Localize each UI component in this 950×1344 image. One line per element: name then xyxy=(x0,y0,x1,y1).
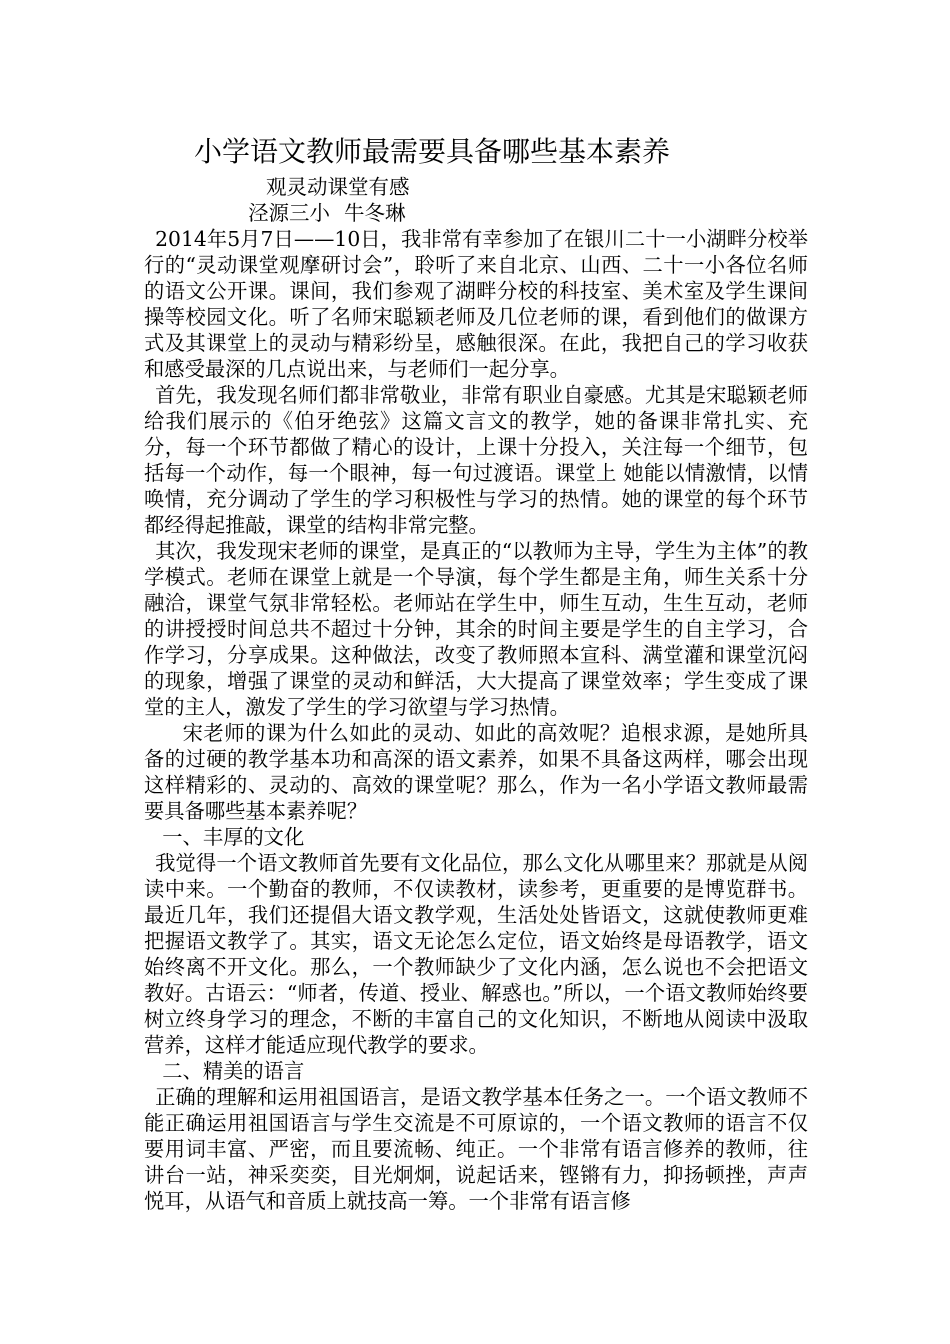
document-subtitle: 观灵动课堂有感 xyxy=(266,175,410,199)
paragraph-intro: 2014年5月7日——10日，我非常有幸参加了在银川二十一小湖畔分校举行的“灵动课堂观摩研讨会”，聆听了来自北京、山西、二十一小各位名师的语文公开课。课间，我们参观了湖畔分校的科技室、美术室及学生课间操等校园文化。听了名师宋聪颖老师及几位老师的课，看到他们的做课方式及其课堂上的灵动与精彩纷呈，感触很深。在此，我把自己的学习收获和感受最深的几点说出来，与老师们一起分享。 xyxy=(144,227,808,381)
author-name: 牛冬琳 xyxy=(344,201,406,225)
paragraph-second: 其次，我发现宋老师的课堂，是真正的“以教师为主导，学生为主体”的教学模式。老师在课堂上就是一个导演，每个学生都是主角，师生关系十分融洽，课堂气氛非常轻松。老师站在学生中，师生互动，生生互动，老师的讲授授时间总共不超过十分钟，其余的时间主要是学生的自主学习，合作学习，分享成果。这种做法，改变了教师照本宣科、满堂灌和课堂沉闷的现象，增强了课堂的灵动和鲜活，大大提高了课堂效率；学生变成了课堂的主人，激发了学生的学习欲望与学习热情。 xyxy=(144,539,808,719)
section-heading-culture: 一、丰厚的文化 xyxy=(162,825,305,849)
paragraph-culture: 我觉得一个语文教师首先要有文化品位，那么文化从哪里来？那就是从阅读中来。一个勤奋的教师，不仅读教材，读参考，更重要的是博览群书。最近几年，我们还提倡大语文教学观，生活处处皆语文，这就使教师更难把握语文教学了。其实，语文无论怎么定位，语文始终是母语教学，语文始终离不开文化。那么，一个教师缺少了文化内涵，怎么说也不会把语文教好。古语云：“师者，传道、授业、解惑也。”所以，一个语文教师始终要树立终身学习的理念，不断的丰富自己的文化知识，不断地从阅读中汲取营养，这样才能适应现代教学的要求。 xyxy=(144,851,808,1057)
document-title: 小学语文教师最需要具备哪些基本素养 xyxy=(194,135,671,168)
paragraph-question: 宋老师的课为什么如此的灵动、如此的高效呢？追根求源，是她所具备的过硬的教学基本功和高深的语文素养，如果不具备这两样，哪会出现这样精彩的、灵动的、高效的课堂呢？那么，作为一名小学语文教师最需要具备哪些基本素养呢？ xyxy=(144,721,808,823)
school-name: 泾源三小 xyxy=(248,201,330,225)
paragraph-language: 正确的理解和运用祖国语言，是语文教学基本任务之一。一个语文教师不能正确运用祖国语言与学生交流是不可原谅的，一个语文教师的语言不仅要用词丰富、严密，而且要流畅、纯正。一个非常有语言修养的教师，往讲台一站，神采奕奕，目光炯炯，说起话来，铿锵有力，抑扬顿挫，声声悦耳，从语气和音质上就技高一筹。一个非常有语言修 xyxy=(144,1085,808,1213)
document-page xyxy=(144,130,808,1214)
paragraph-first: 首先，我发现名师们都非常敬业，非常有职业自豪感。尤其是宋聪颖老师给我们展示的《伯牙绝弦》这篇文言文的教学，她的备课非常扎实、充分，每一个环节都做了精心的设计，上课十分投入，关注每一个细节，包括每一个动作，每一个眼神，每一句过渡语。课堂上 她能以情激情，以情唤情，充分调动了学生的学习积极性与学习的热情。她的课堂的每个环节都经得起推敲，课堂的结构非常完整。 xyxy=(144,383,808,537)
byline xyxy=(248,200,808,226)
section-heading-language: 二、精美的语言 xyxy=(162,1059,305,1083)
